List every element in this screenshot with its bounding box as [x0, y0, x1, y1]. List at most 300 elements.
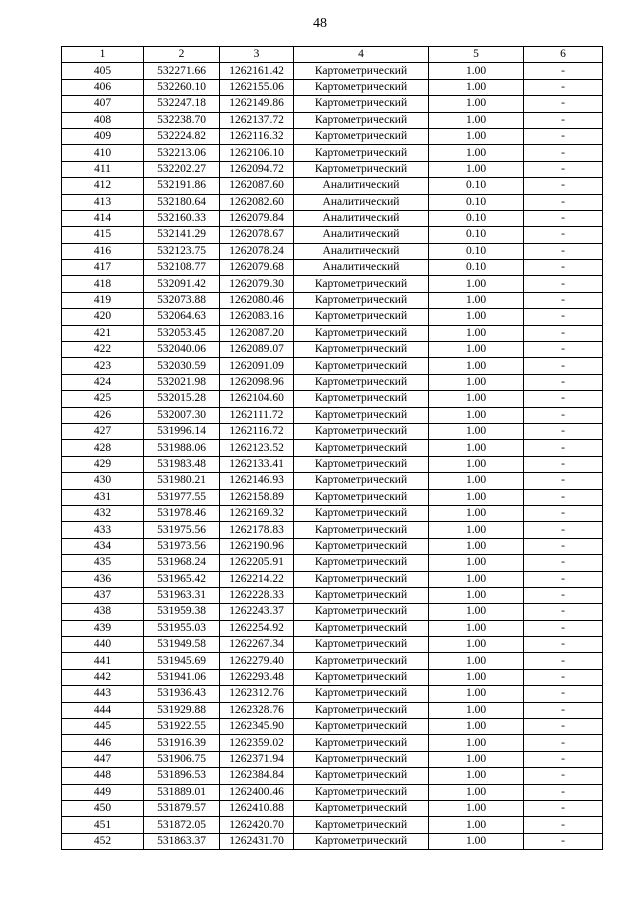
table-row [62, 194, 603, 210]
x-coordinate-cell: 532040.06 [144, 342, 220, 358]
note-cell: - [524, 817, 603, 833]
method-cell: Картометрический [294, 276, 429, 292]
y-coordinate-cell: 1262080.46 [220, 292, 294, 308]
y-coordinate-cell: 1262123.52 [220, 440, 294, 456]
note-cell: - [524, 210, 603, 226]
table-row [62, 440, 603, 456]
point-number-cell: 429 [62, 456, 144, 472]
method-cell: Картометрический [294, 555, 429, 571]
y-coordinate-cell: 1262254.92 [220, 620, 294, 636]
note-cell: - [524, 538, 603, 554]
note-cell: - [524, 653, 603, 669]
y-coordinate-cell: 1262205.91 [220, 555, 294, 571]
accuracy-cell: 1.00 [429, 735, 524, 751]
accuracy-cell: 1.00 [429, 522, 524, 538]
note-cell: - [524, 604, 603, 620]
x-coordinate-cell: 531988.06 [144, 440, 220, 456]
point-number-cell: 441 [62, 653, 144, 669]
header-cell-3: 3 [220, 47, 294, 63]
note-cell: - [524, 161, 603, 177]
y-coordinate-cell: 1262137.72 [220, 112, 294, 128]
note-cell: - [524, 637, 603, 653]
method-cell: Картометрический [294, 800, 429, 816]
method-cell: Картометрический [294, 571, 429, 587]
point-number-cell: 410 [62, 145, 144, 161]
point-number-cell: 449 [62, 784, 144, 800]
accuracy-cell: 1.00 [429, 161, 524, 177]
point-number-cell: 405 [62, 63, 144, 79]
method-cell: Картометрический [294, 292, 429, 308]
x-coordinate-cell: 531863.37 [144, 833, 220, 849]
x-coordinate-cell: 531963.31 [144, 587, 220, 603]
y-coordinate-cell: 1262087.20 [220, 325, 294, 341]
method-cell: Картометрический [294, 669, 429, 685]
note-cell: - [524, 194, 603, 210]
header-cell-6: 6 [524, 47, 603, 63]
x-coordinate-cell: 532224.82 [144, 128, 220, 144]
note-cell: - [524, 489, 603, 505]
x-coordinate-cell: 531978.46 [144, 505, 220, 521]
y-coordinate-cell: 1262106.10 [220, 145, 294, 161]
point-number-cell: 452 [62, 833, 144, 849]
y-coordinate-cell: 1262116.32 [220, 128, 294, 144]
point-number-cell: 422 [62, 342, 144, 358]
method-cell: Картометрический [294, 538, 429, 554]
x-coordinate-cell: 532238.70 [144, 112, 220, 128]
table-row [62, 571, 603, 587]
point-number-cell: 425 [62, 391, 144, 407]
accuracy-cell: 1.00 [429, 112, 524, 128]
accuracy-cell: 1.00 [429, 79, 524, 95]
x-coordinate-cell: 532180.64 [144, 194, 220, 210]
table-row [62, 505, 603, 521]
y-coordinate-cell: 1262158.89 [220, 489, 294, 505]
table-row [62, 653, 603, 669]
table-row [62, 735, 603, 751]
y-coordinate-cell: 1262082.60 [220, 194, 294, 210]
note-cell: - [524, 669, 603, 685]
accuracy-cell: 1.00 [429, 587, 524, 603]
y-coordinate-cell: 1262169.32 [220, 505, 294, 521]
accuracy-cell: 1.00 [429, 456, 524, 472]
method-cell: Картометрический [294, 653, 429, 669]
point-number-cell: 433 [62, 522, 144, 538]
x-coordinate-cell: 531965.42 [144, 571, 220, 587]
x-coordinate-cell: 531968.24 [144, 555, 220, 571]
x-coordinate-cell: 531975.56 [144, 522, 220, 538]
table-row [62, 751, 603, 767]
method-cell: Картометрический [294, 784, 429, 800]
y-coordinate-cell: 1262091.09 [220, 358, 294, 374]
y-coordinate-cell: 1262155.06 [220, 79, 294, 95]
y-coordinate-cell: 1262078.67 [220, 227, 294, 243]
table-row [62, 325, 603, 341]
accuracy-cell: 1.00 [429, 817, 524, 833]
accuracy-cell: 1.00 [429, 309, 524, 325]
note-cell: - [524, 260, 603, 276]
table-row [62, 784, 603, 800]
note-cell: - [524, 702, 603, 718]
method-cell: Картометрический [294, 407, 429, 423]
method-cell: Картометрический [294, 686, 429, 702]
method-cell: Аналитический [294, 178, 429, 194]
header-row [62, 47, 603, 63]
method-cell: Картометрический [294, 587, 429, 603]
point-number-cell: 412 [62, 178, 144, 194]
point-number-cell: 448 [62, 768, 144, 784]
point-number-cell: 437 [62, 587, 144, 603]
point-number-cell: 435 [62, 555, 144, 571]
point-number-cell: 424 [62, 374, 144, 390]
accuracy-cell: 1.00 [429, 407, 524, 423]
method-cell: Картометрический [294, 112, 429, 128]
accuracy-cell: 1.00 [429, 423, 524, 439]
method-cell: Картометрический [294, 96, 429, 112]
accuracy-cell: 1.00 [429, 292, 524, 308]
x-coordinate-cell: 531906.75 [144, 751, 220, 767]
method-cell: Картометрический [294, 309, 429, 325]
table-row [62, 489, 603, 505]
method-cell: Картометрический [294, 489, 429, 505]
y-coordinate-cell: 1262133.41 [220, 456, 294, 472]
header-cell-2: 2 [144, 47, 220, 63]
method-cell: Картометрический [294, 342, 429, 358]
note-cell: - [524, 407, 603, 423]
point-number-cell: 421 [62, 325, 144, 341]
point-number-cell: 413 [62, 194, 144, 210]
x-coordinate-cell: 532021.98 [144, 374, 220, 390]
accuracy-cell: 1.00 [429, 669, 524, 685]
method-cell: Картометрический [294, 325, 429, 341]
accuracy-cell: 1.00 [429, 702, 524, 718]
accuracy-cell: 1.00 [429, 489, 524, 505]
y-coordinate-cell: 1262104.60 [220, 391, 294, 407]
table-row [62, 555, 603, 571]
accuracy-cell: 1.00 [429, 686, 524, 702]
point-number-cell: 434 [62, 538, 144, 554]
accuracy-cell: 1.00 [429, 145, 524, 161]
y-coordinate-cell: 1262178.83 [220, 522, 294, 538]
method-cell: Картометрический [294, 391, 429, 407]
accuracy-cell: 1.00 [429, 555, 524, 571]
table-row [62, 669, 603, 685]
x-coordinate-cell: 532053.45 [144, 325, 220, 341]
x-coordinate-cell: 532123.75 [144, 243, 220, 259]
x-coordinate-cell: 532015.28 [144, 391, 220, 407]
note-cell: - [524, 128, 603, 144]
note-cell: - [524, 555, 603, 571]
accuracy-cell: 1.00 [429, 505, 524, 521]
y-coordinate-cell: 1262094.72 [220, 161, 294, 177]
table-row [62, 374, 603, 390]
note-cell: - [524, 833, 603, 849]
note-cell: - [524, 751, 603, 767]
x-coordinate-cell: 531936.43 [144, 686, 220, 702]
table-row [62, 833, 603, 849]
note-cell: - [524, 620, 603, 636]
point-number-cell: 446 [62, 735, 144, 751]
method-cell: Аналитический [294, 260, 429, 276]
table-row [62, 637, 603, 653]
y-coordinate-cell: 1262400.46 [220, 784, 294, 800]
page-number: 48 [313, 16, 327, 31]
accuracy-cell: 1.00 [429, 128, 524, 144]
y-coordinate-cell: 1262116.72 [220, 423, 294, 439]
point-number-cell: 418 [62, 276, 144, 292]
table-row [62, 276, 603, 292]
note-cell: - [524, 423, 603, 439]
method-cell: Картометрический [294, 145, 429, 161]
table-row [62, 243, 603, 259]
point-number-cell: 409 [62, 128, 144, 144]
accuracy-cell: 1.00 [429, 784, 524, 800]
point-number-cell: 450 [62, 800, 144, 816]
x-coordinate-cell: 532160.33 [144, 210, 220, 226]
note-cell: - [524, 309, 603, 325]
table-row [62, 96, 603, 112]
point-number-cell: 430 [62, 473, 144, 489]
method-cell: Картометрический [294, 817, 429, 833]
note-cell: - [524, 96, 603, 112]
table-row [62, 342, 603, 358]
accuracy-cell: 1.00 [429, 325, 524, 341]
y-coordinate-cell: 1262079.84 [220, 210, 294, 226]
table-row [62, 768, 603, 784]
point-number-cell: 411 [62, 161, 144, 177]
note-cell: - [524, 571, 603, 587]
table-row [62, 63, 603, 79]
accuracy-cell: 1.00 [429, 571, 524, 587]
note-cell: - [524, 178, 603, 194]
table-row [62, 79, 603, 95]
y-coordinate-cell: 1262079.68 [220, 260, 294, 276]
table-row [62, 620, 603, 636]
x-coordinate-cell: 532064.63 [144, 309, 220, 325]
point-number-cell: 426 [62, 407, 144, 423]
accuracy-cell: 1.00 [429, 719, 524, 735]
method-cell: Картометрический [294, 768, 429, 784]
point-number-cell: 445 [62, 719, 144, 735]
header-cell-5: 5 [429, 47, 524, 63]
method-cell: Аналитический [294, 210, 429, 226]
point-number-cell: 432 [62, 505, 144, 521]
header-cell-1: 1 [62, 47, 144, 63]
accuracy-cell: 0.10 [429, 210, 524, 226]
method-cell: Аналитический [294, 194, 429, 210]
accuracy-cell: 1.00 [429, 96, 524, 112]
table-row [62, 702, 603, 718]
x-coordinate-cell: 532141.29 [144, 227, 220, 243]
y-coordinate-cell: 1262420.70 [220, 817, 294, 833]
y-coordinate-cell: 1262312.76 [220, 686, 294, 702]
table-row [62, 473, 603, 489]
y-coordinate-cell: 1262384.84 [220, 768, 294, 784]
x-coordinate-cell: 531977.55 [144, 489, 220, 505]
accuracy-cell: 0.10 [429, 194, 524, 210]
note-cell: - [524, 374, 603, 390]
point-number-cell: 443 [62, 686, 144, 702]
x-coordinate-cell: 532191.86 [144, 178, 220, 194]
y-coordinate-cell: 1262087.60 [220, 178, 294, 194]
point-number-cell: 415 [62, 227, 144, 243]
y-coordinate-cell: 1262214.22 [220, 571, 294, 587]
note-cell: - [524, 276, 603, 292]
note-cell: - [524, 473, 603, 489]
table-body [62, 63, 603, 850]
y-coordinate-cell: 1262146.93 [220, 473, 294, 489]
header-cell-4: 4 [294, 47, 429, 63]
accuracy-cell: 0.10 [429, 260, 524, 276]
point-number-cell: 436 [62, 571, 144, 587]
point-number-cell: 428 [62, 440, 144, 456]
note-cell: - [524, 440, 603, 456]
accuracy-cell: 1.00 [429, 768, 524, 784]
note-cell: - [524, 243, 603, 259]
x-coordinate-cell: 532247.18 [144, 96, 220, 112]
x-coordinate-cell: 532007.30 [144, 407, 220, 423]
table-row [62, 423, 603, 439]
x-coordinate-cell: 531879.57 [144, 800, 220, 816]
note-cell: - [524, 342, 603, 358]
y-coordinate-cell: 1262228.33 [220, 587, 294, 603]
point-number-cell: 406 [62, 79, 144, 95]
point-number-cell: 427 [62, 423, 144, 439]
accuracy-cell: 1.00 [429, 374, 524, 390]
y-coordinate-cell: 1262345.90 [220, 719, 294, 735]
y-coordinate-cell: 1262098.96 [220, 374, 294, 390]
note-cell: - [524, 358, 603, 374]
point-number-cell: 439 [62, 620, 144, 636]
point-number-cell: 444 [62, 702, 144, 718]
table-row [62, 358, 603, 374]
x-coordinate-cell: 531959.38 [144, 604, 220, 620]
table-header [62, 47, 603, 63]
table-row [62, 210, 603, 226]
method-cell: Аналитический [294, 227, 429, 243]
x-coordinate-cell: 531896.53 [144, 768, 220, 784]
y-coordinate-cell: 1262293.48 [220, 669, 294, 685]
method-cell: Картометрический [294, 374, 429, 390]
accuracy-cell: 1.00 [429, 637, 524, 653]
point-number-cell: 431 [62, 489, 144, 505]
point-number-cell: 440 [62, 637, 144, 653]
x-coordinate-cell: 531973.56 [144, 538, 220, 554]
note-cell: - [524, 800, 603, 816]
method-cell: Картометрический [294, 63, 429, 79]
table-row [62, 817, 603, 833]
y-coordinate-cell: 1262328.76 [220, 702, 294, 718]
y-coordinate-cell: 1262279.40 [220, 653, 294, 669]
accuracy-cell: 1.00 [429, 473, 524, 489]
note-cell: - [524, 391, 603, 407]
x-coordinate-cell: 531872.05 [144, 817, 220, 833]
note-cell: - [524, 587, 603, 603]
table-row [62, 719, 603, 735]
accuracy-cell: 1.00 [429, 391, 524, 407]
table-row [62, 227, 603, 243]
y-coordinate-cell: 1262079.30 [220, 276, 294, 292]
table-row [62, 178, 603, 194]
x-coordinate-cell: 532091.42 [144, 276, 220, 292]
y-coordinate-cell: 1262243.37 [220, 604, 294, 620]
y-coordinate-cell: 1262431.70 [220, 833, 294, 849]
x-coordinate-cell: 531941.06 [144, 669, 220, 685]
table-row [62, 161, 603, 177]
table-row [62, 538, 603, 554]
method-cell: Картометрический [294, 833, 429, 849]
point-number-cell: 451 [62, 817, 144, 833]
accuracy-cell: 0.10 [429, 227, 524, 243]
point-number-cell: 419 [62, 292, 144, 308]
x-coordinate-cell: 532030.59 [144, 358, 220, 374]
note-cell: - [524, 112, 603, 128]
note-cell: - [524, 325, 603, 341]
method-cell: Картометрический [294, 522, 429, 538]
method-cell: Картометрический [294, 128, 429, 144]
accuracy-cell: 1.00 [429, 538, 524, 554]
y-coordinate-cell: 1262371.94 [220, 751, 294, 767]
x-coordinate-cell: 532202.27 [144, 161, 220, 177]
x-coordinate-cell: 532213.06 [144, 145, 220, 161]
table-row [62, 800, 603, 816]
method-cell: Картометрический [294, 473, 429, 489]
method-cell: Картометрический [294, 637, 429, 653]
accuracy-cell: 0.10 [429, 178, 524, 194]
x-coordinate-cell: 531983.48 [144, 456, 220, 472]
x-coordinate-cell: 531889.01 [144, 784, 220, 800]
point-number-cell: 414 [62, 210, 144, 226]
y-coordinate-cell: 1262267.34 [220, 637, 294, 653]
table-row [62, 309, 603, 325]
table-row [62, 456, 603, 472]
accuracy-cell: 1.00 [429, 358, 524, 374]
table-row [62, 686, 603, 702]
table-row [62, 391, 603, 407]
y-coordinate-cell: 1262078.24 [220, 243, 294, 259]
method-cell: Картометрический [294, 423, 429, 439]
point-number-cell: 408 [62, 112, 144, 128]
y-coordinate-cell: 1262089.07 [220, 342, 294, 358]
table-row [62, 407, 603, 423]
y-coordinate-cell: 1262083.16 [220, 309, 294, 325]
note-cell: - [524, 79, 603, 95]
point-number-cell: 416 [62, 243, 144, 259]
x-coordinate-cell: 531949.58 [144, 637, 220, 653]
table-row [62, 292, 603, 308]
point-number-cell: 417 [62, 260, 144, 276]
x-coordinate-cell: 531916.39 [144, 735, 220, 751]
point-number-cell: 423 [62, 358, 144, 374]
note-cell: - [524, 784, 603, 800]
accuracy-cell: 1.00 [429, 653, 524, 669]
note-cell: - [524, 505, 603, 521]
method-cell: Картометрический [294, 604, 429, 620]
point-number-cell: 420 [62, 309, 144, 325]
accuracy-cell: 0.10 [429, 243, 524, 259]
note-cell: - [524, 63, 603, 79]
method-cell: Картометрический [294, 719, 429, 735]
x-coordinate-cell: 532260.10 [144, 79, 220, 95]
x-coordinate-cell: 531980.21 [144, 473, 220, 489]
table-row [62, 260, 603, 276]
accuracy-cell: 1.00 [429, 342, 524, 358]
note-cell: - [524, 292, 603, 308]
point-number-cell: 447 [62, 751, 144, 767]
y-coordinate-cell: 1262161.42 [220, 63, 294, 79]
method-cell: Картометрический [294, 79, 429, 95]
x-coordinate-cell: 532108.77 [144, 260, 220, 276]
table-row [62, 587, 603, 603]
